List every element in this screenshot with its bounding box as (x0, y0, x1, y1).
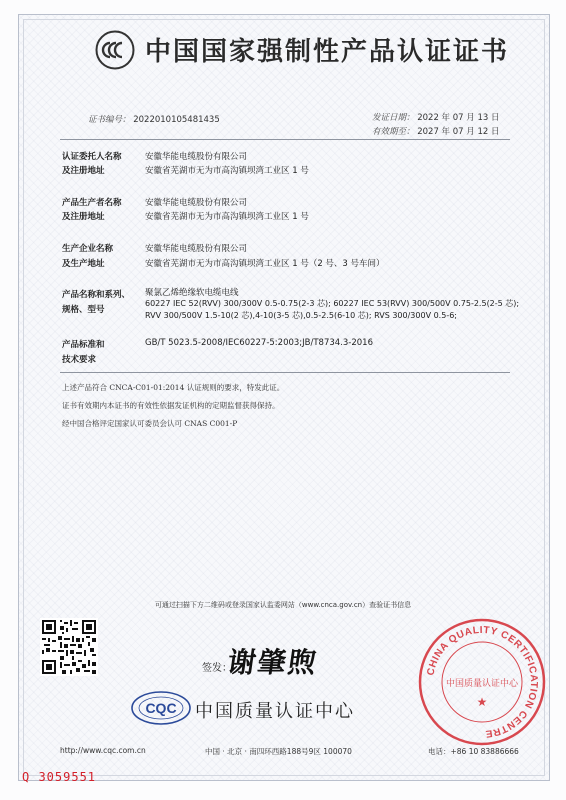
divider-bottom (60, 372, 510, 373)
ccc-mark-icon (95, 30, 135, 70)
standard-label-line1: 产品标准和 (62, 340, 105, 350)
note-line: 经中国合格评定国家认可委员会认可 CNAS C001-P (62, 419, 238, 428)
cqc-logo-icon (130, 690, 192, 726)
note-line: 上述产品符合 CNCA-C01-01:2014 认证规则的要求，特发此证。 (62, 383, 285, 392)
star-icon: ★ (476, 695, 488, 709)
standard-value: GB/T 5023.5-2008/IEC60227-5:2003;JB/T8734.3-2016 (145, 338, 374, 348)
product-name: 聚氯乙烯绝缘软电缆电线 (145, 288, 239, 298)
product-label-line2: 规格、型号 (62, 305, 105, 315)
factory-value: 安徽华能电缆股份有限公司 (145, 244, 248, 254)
factory-label: 生产企业名称 (62, 244, 114, 254)
serial-number: Q 3059551 (22, 770, 97, 784)
product-label-line1: 产品名称和系列、 (62, 290, 131, 300)
scan-verification-note: 可通过扫描下方二维码或登录国家认监委网站（www.cnca.gov.cn）查验证书信息 (154, 601, 412, 609)
certification-seal-icon (418, 618, 546, 746)
seal-center-text: 中国质量认证中心 (445, 679, 519, 689)
issue-date-row (372, 111, 500, 123)
manufacturer-value: 安徽华能电缆股份有限公司 (145, 198, 248, 208)
footer-website[interactable]: http://www.cqc.com.cn (60, 746, 146, 755)
qr-code-icon[interactable] (40, 618, 98, 676)
factory-address-label: 及生产地址 (62, 259, 105, 269)
applicant-address-label: 及注册地址 (62, 166, 105, 176)
expire-date-row (372, 125, 500, 137)
cqc-logo-text: CQC (145, 700, 177, 716)
footer-address: 中国 · 北京 · 南四环西路188号9区 100070 (205, 747, 352, 756)
applicant-value: 安徽华能电缆股份有限公司 (145, 152, 248, 162)
issue-date: 2022 年 07 月 13 日 (417, 113, 500, 123)
signature: 谢肇煦 (225, 646, 321, 679)
cert-number-row (88, 113, 220, 125)
product-spec-line1: 60227 IEC 52(RVV) 300/300V 0.5-0.75(2-3 芯); 60227 IEC 53(RVV) 300/500V 0.75-2.5(2-5 芯); (145, 299, 520, 308)
divider-top (60, 139, 510, 140)
footer-phone: 电话：+86 10 83886666 (428, 747, 519, 756)
manufacturer-address-label: 及注册地址 (62, 212, 105, 222)
cert-number: 2022010105481435 (133, 115, 220, 125)
factory-address-value: 安徽省芜湖市无为市高沟镇坝湾工业区 1 号（2 号、3 号车间） (145, 259, 385, 269)
certificate-title: 中国国家强制性产品认证证书 (145, 37, 510, 67)
seal-ring-text: CHINA QUALITY CERTIFICATION CENTRE (425, 624, 540, 740)
applicant-label: 认证委托人名称 (62, 152, 122, 162)
note-line: 证书有效期内本证书的有效性依据发证机构的定期监督获得保持。 (62, 401, 280, 410)
expire-date: 2027 年 07 月 12 日 (417, 127, 500, 137)
signature-label: 签发： (202, 663, 232, 674)
expire-date-label: 有效期至： (372, 127, 415, 137)
standard-label-line2: 技术要求 (62, 355, 97, 365)
issue-date-label: 发证日期： (372, 113, 415, 123)
manufacturer-label: 产品生产者名称 (62, 198, 122, 208)
product-spec-line2: RVV 300/500V 1.5-10(2 芯),4-10(3-5 芯),0.5-2.5(6-10 芯); RVS 300/300V 0.5-6; (145, 311, 457, 320)
applicant-address-value: 安徽省芜湖市无为市高沟镇坝湾工业区 1 号 (145, 166, 309, 176)
issuer-name: 中国质量认证中心 (195, 701, 355, 722)
cert-number-label: 证书编号： (88, 115, 131, 125)
manufacturer-address-value: 安徽省芜湖市无为市高沟镇坝湾工业区 1 号 (145, 212, 309, 222)
